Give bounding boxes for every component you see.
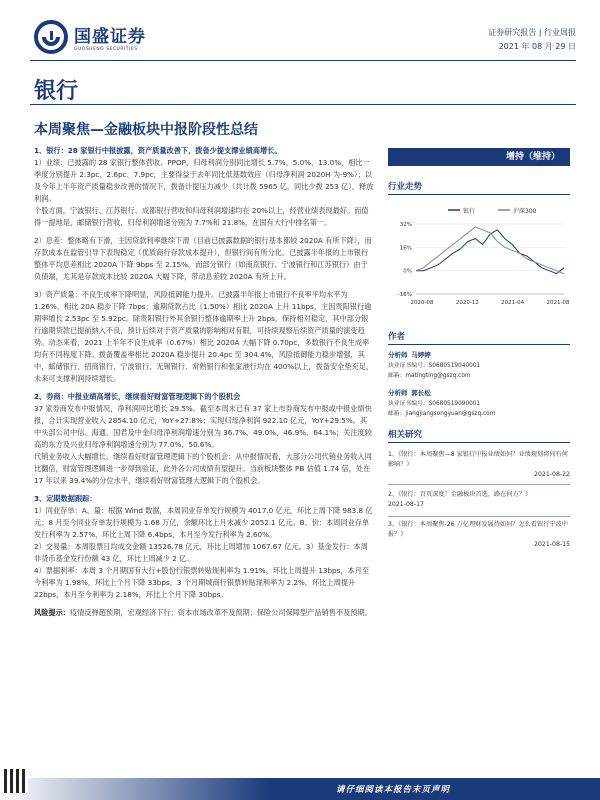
report-type: 证券研究报告 [488,28,537,37]
y-tick-label: -16% [397,292,412,298]
legend-label-1: 银行 [463,208,476,215]
brand-logo-icon [34,20,68,54]
risk-text: 疫情反弹超预期，宏观经济下行；资本市场改革不及预期；保险公司保障型产品销售不及预期。 [69,608,372,617]
report-category: 行业周报 [544,28,576,37]
footer-bar [0,778,600,800]
section-3-bills: 4）票据利率：本周 3 个月期国有大行+股份行银票转贴现利率为 1.91%，环比上周提升 13bps，本月至今利率为 1.98%，环比上个月下降 33bps。3 个月期城商行银票转贴现利率为 2.2%，环比上周提升 22bps，本月至今利率为 2.18%，环比上个月下降 30bps。 [34,566,370,599]
related-2-date: 2021-08-17 [388,501,424,508]
report-date: 2021 年 08 月 29 日 [498,42,576,51]
header-rule [30,60,576,61]
related-3[interactable] [388,520,570,550]
analyst-2-role: 分析师 [388,389,408,397]
risk-label: 风险提示： [34,608,70,617]
analyst-1-email-label: 邮箱： [388,373,406,379]
footer-disclaimer: 请仔细阅读本报告末页声明 [335,785,450,795]
brand-name-en: GUOSHENG SECURITIES [74,47,138,52]
analyst-2-cert: S0680519090001 [428,401,481,407]
x-tick-label: 2020-12 [455,300,479,306]
section-3-heading: 3、定期数据跟踪： [34,494,97,503]
related-3-text[interactable]: 3、《银行：本周聚焦-26 万亿理财发展待如何？怎么看银行宁波中报？》 [388,521,568,538]
report-title: 本周聚焦—金融板块中报阶段性总结 [34,122,258,138]
brand-name: 国盛证券 [74,27,146,47]
main-body [34,145,374,619]
trend-rule [388,194,570,195]
related-rule [388,442,570,443]
analyst-2-email[interactable]: jiangjiangsongyuan@gszq.com [405,411,496,417]
qr-code-icon [4,769,28,793]
related-title: 相关研究 [388,430,423,440]
section-1-stocks: 个股方面，宁波银行、江苏银行、成都银行营收和归母利润增速均在 20%以上，经营业绩表现最好。而值得一提地是，邮储银行营收，归母利润增速分别为 7.7%和 21.8%，在国有大行中排名第一。 [34,206,369,227]
related-2[interactable] [388,490,570,510]
analyst-2-email-label: 邮箱： [388,411,406,417]
x-tick-label: 2021-04 [501,300,525,306]
meta-separator: | [538,28,542,37]
author-rule [388,344,570,345]
related-1-text[interactable]: 1、《银行：本周聚焦—8 家银行中报业绩如何？业绩规划将何有何影响？》 [388,451,568,468]
author-title: 作者 [388,332,406,342]
related-1-date: 2021-08-22 [534,471,570,478]
x-tick-label: 2021-08 [546,300,570,306]
related-divider-1 [388,484,570,485]
section-2-wealth: 代销业务收入大幅增长，继续看好财富管理逻辑下的个股机会：从中报情况看，大部分公司代销业务收入同比翻倍，财富管理逻辑进一步得到验证，此外各公司成绩有望提升。当前板块整体 PB 估值 1.74 倍，处在 17 年以来 39.4%的分位水平，继续看好财富管理大逻辑下的个股机会。 [34,452,372,485]
sector-rule [30,104,576,105]
section-3-cd: 1）同业存单：A、量：根据 Wind 数据，本周同业存单发行规模为 4017.0 亿元，环比上周下降 983.8 亿元；8 月至今同业存单发行规模为 1.68 万亿，余额环比上月末减少 2052.1 亿元。B、价：本周同业存单发行利率为 2.57%，环比上周下降 6.4bps，本月至今发行利率为 2.60%。 [34,506,373,539]
series-line-1 [416,230,564,274]
section-1-performance: 1）业绩：已披露的 28 家银行整体营收、PPOP、归母利润分别同比增长 5.7%、5.0%、13.0%，相比一季度分别提升 2.3pc、2.6pc、7.9pc，主要得益于去年同比低基数效应（归母净利润 2020H 为-9%）；以及今年上半年资产质量稳步改善的情况下，拨备计提压力减少（共计拨 5965 亿，同比少拨 253 亿），释放利润。 [34,158,374,203]
report-meta [488,26,576,54]
section-3-volume: 2）交易量：本周股票日均成交金额 13526.78 亿元，环比上周增加 1067.67 亿元。3）基金发行：本周非货币基金发行份额 43 亿，环比上周减少 2 亿。 [34,542,368,563]
sector-title: 银行 [34,79,79,104]
analyst-2-cert-label: 执业证书编号： [388,401,429,407]
analyst-1-role: 分析师 [388,351,408,359]
related-1[interactable] [388,450,570,480]
x-tick-label: 2020-08 [410,300,434,306]
analyst-2-name: 郭长松 [411,389,431,397]
rating-badge: 增持（维持） [388,148,570,166]
related-divider-2 [388,516,570,517]
analyst-1-cert: S0680519040001 [428,363,481,369]
section-1-heading: 1、银行：28 家银行中报披露，资产质量改善下，拨备少提支撑业绩高增长。 [34,146,282,155]
section-2-earnings: 37 家券商发布中报情况，净利润同比增长 29.5%。截至本周末已有 37 家上市券商发布中报或中报业绩快报，合计实现营业收入 2854.10 亿元，YoY+27.8%；实现归母净利润 922.10 亿元，YoY+29.5%。其中头部公司中信、海通、国君及中金归母净利润增速分别为 36.7%、49.0%、46.9%、64.1%；关注度较高的东方及兴业归母净利润增速分别为 77.0%、50.6%。 [34,404,372,449]
y-tick-label: 0% [403,268,412,275]
related-3-date: 2021-08-15 [534,541,570,548]
analyst-2 [388,388,570,419]
section-2-heading: 2、券商：中报业绩高增长，继续看好财富管理逻辑下的个股机会 [34,392,241,401]
trend-chart [388,198,570,310]
analyst-1-name: 马婷婷 [411,351,431,359]
analyst-1-cert-label: 执业证书编号： [388,363,429,369]
analyst-1 [388,350,570,381]
legend-label-2: 沪深300 [513,208,537,215]
y-tick-label: 16% [399,245,412,252]
section-1-asset-quality: 3）资产质量：不良生成率下降明显，风险抵御能力提升。已披露半年报上市银行不良率平均水平为 1.26%，相比 20A 稳步下降 7bps；逾期贷款占比（1.50%）相比 2020A 上升 11bps，主因贵阳银行逾期率增长 2.53pc 至 5.92pc。除贵阳银行外其余银行整体逾期率上升 2bps，保持相对稳定，其中部分银行逾期贷款已提前纳入不良，预计后续对于资产质量的影响相对有限，可持续观察后续资产质量的演变趋势。动态来看，2021 上半年不良生成率（0.67%）相比 2020A 大幅下降 0.70pc，多数银行不良生成率均有不同程度下降。拨备覆盖率相比 2020A 稳步提升 20.4pc 至 304.4%，风险抵御能力稳步增强，其中，邮储银行、招商银行、宁波银行、无锡银行、常熟银行和张家港行均在 400%以上，拨备安全垫充足，未来可支撑利润持续增长。 [34,290,374,383]
risk-warning [34,607,374,619]
related-2-text[interactable]: 2、《银行：百页深度！金融板块首选，路在何方？》 [388,491,532,498]
section-1-margin: 2）息差：整体略有下滑，主因贷款利率继续下滑（目前已披露数据的银行基本都较 2020A 有所下降），而存款成本在监管引导下表现稳定（优质商行存款成本提升），但银行间有所分化。已披露半年报的上市银行整体平均息差相比 2020A 下降 9bps 至 2.15%。而部分银行（如南京银行、宁波银行和江苏银行）由于负债端，尤其是存款成本比较 2020A 大幅下降，带动息差较 2020A 有所上升。 [34,236,372,281]
brand-logo [34,20,146,54]
trend-title: 行业走势 [388,182,423,192]
analyst-1-email[interactable]: matingting@gszq.com [405,373,471,379]
y-tick-label: 32% [399,222,412,228]
